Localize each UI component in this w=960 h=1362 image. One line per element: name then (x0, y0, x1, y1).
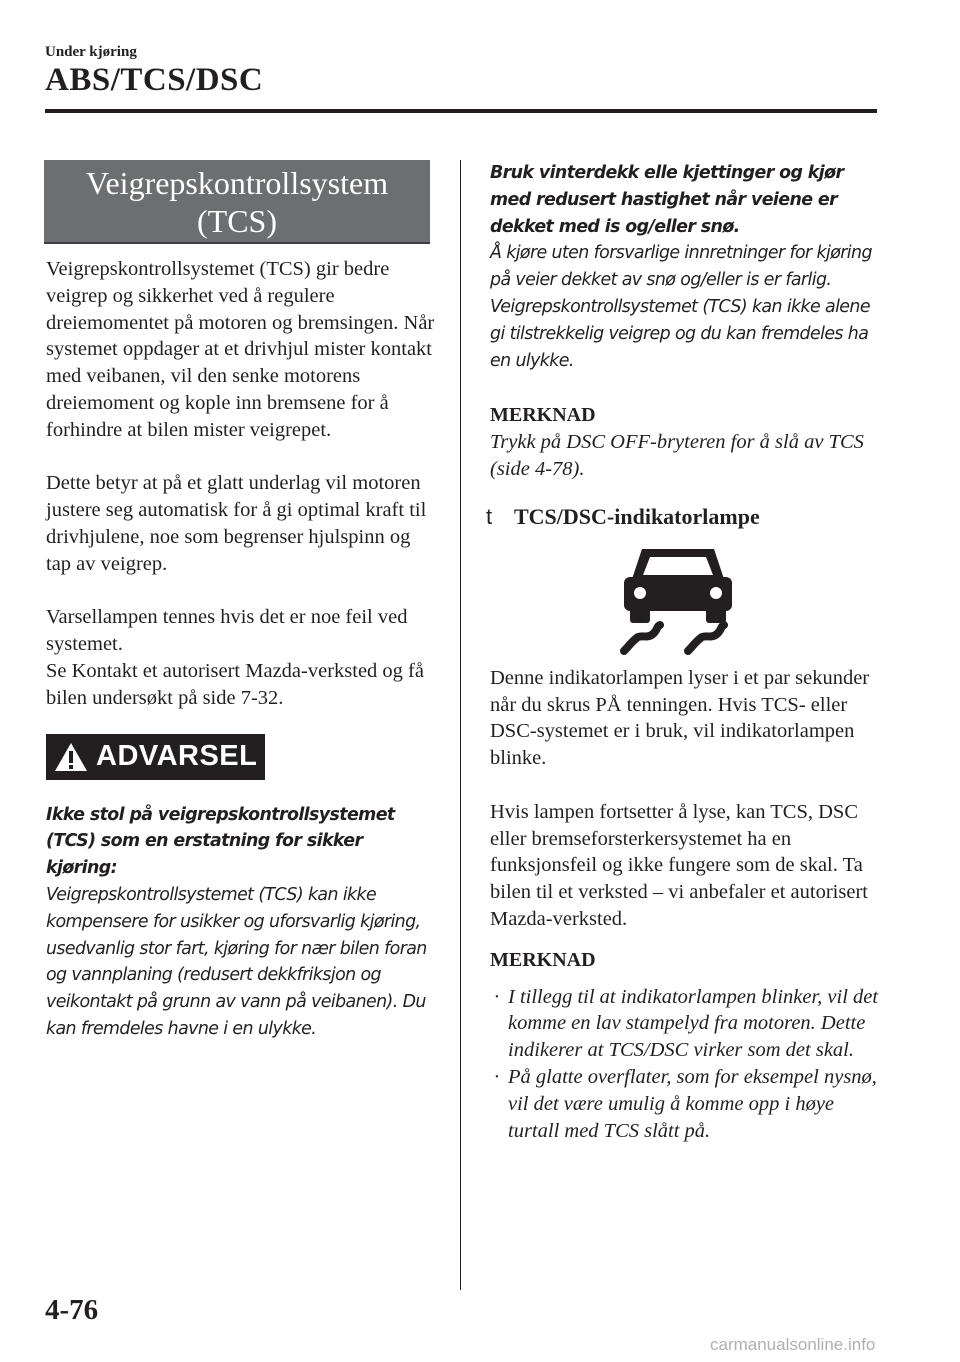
note-2-list (490, 984, 880, 1145)
note-1-title: MERKNAD (490, 404, 596, 427)
paragraph-1: Veigrepskontrollsystemet (TCS) gir bedre veigrep og sikkerhet ved å regulere dreiemomentet på motoren og bremsingen. Når systemet oppdager at et drivhjul mister kontakt med veibanen, vil den senke motorens dreiemoment og kople inn bremsene for å forhindre at bilen mister veigrepet. (46, 258, 435, 441)
page-title: ABS/TCS/DSC (45, 62, 264, 98)
right-column (486, 160, 890, 1144)
left-warning-text: Veigrepskontrollsystemet (TCS) kan ikke kompensere for usikker og uforsvarlig kjøring, usedvanlig stor fart, kjøring for nær bilen foran og vannplaning (redusert dekkfriksjon og veikontakt på grunn av vann på veibanen). Du kan fremdeles havne i en ulykke. (46, 884, 427, 1039)
header-rule (45, 109, 877, 113)
tcs-description (46, 256, 436, 712)
section-label: Under kjøring (45, 44, 137, 60)
bullet-dot: · (494, 985, 500, 1008)
watermark: carmanualsonline.info (710, 1335, 876, 1354)
indicator-paragraph-1: Denne indikatorlampen lyser i et par sekunder når du skrus PÅ tenningen. Hvis TCS- eller DSC-systemet er i bruk, vil indikatorlampen blinke. (490, 666, 870, 770)
paragraph-3b: Se Kontakt et autorisert Mazda-verksted og få bilen undersøkt på side 7-32. (46, 659, 424, 709)
note-2-title: MERKNAD (490, 948, 596, 971)
tcs-indicator-icon (618, 543, 890, 655)
banner-line-1: Veigrepskontrollsystem (85, 165, 389, 201)
warning-triangle-icon (54, 742, 88, 772)
section-banner (44, 160, 430, 244)
right-warning (490, 160, 882, 374)
left-column (46, 160, 436, 1043)
list-item (490, 1064, 880, 1144)
indicator-heading (488, 503, 890, 531)
column-divider (460, 160, 461, 1290)
list-item (490, 984, 880, 1064)
left-warning (46, 802, 436, 1043)
paragraph-2: Dette betyr at på et glatt underlag vil motoren justere seg automatisk for å gi optimal kraft til drivhjulene, noe som begrenser hjulspinn og tap av veigrep. (46, 472, 427, 575)
right-warning-text: Å kjøre uten forsvarlige innretninger for kjøring på veier dekket av snø og/eller is er farlig. Veigrepskontrollsystemet (TCS) kan ikke alene gi tilstrekkelig veigrep og du kan fremdeles ha en ulykke. (490, 243, 872, 371)
right-warning-bold: Bruk vinterdekk elle kjettinger og kjør med redusert hastighet når veiene er dekket med is og/eller snø. (490, 163, 844, 237)
banner-line-2: (TCS) (197, 203, 277, 239)
note-2 (490, 947, 890, 1145)
list-item-text: På glatte overflater, som for eksempel nysnø, vil det være umulig å komme opp i høye turtall med TCS slått på. (508, 1065, 877, 1142)
skidding-car-icon (618, 543, 738, 655)
indicator-paragraph-2: Hvis lampen fortsetter å lyse, kan TCS, DSC eller bremseforsterkersystemet ha en funksjonsfeil og ikke fungere som de skal. Ta bilen til et verksted – vi anbefaler et autorisert Mazda-verksted. (490, 800, 868, 930)
warning-label (46, 734, 265, 780)
paragraph-3a: Varsellampen tennes hvis det er noe feil ved systemet. (46, 606, 408, 656)
note-1 (490, 402, 890, 482)
note-1-text: Trykk på DSC OFF-bryteren for å slå av TCS (side 4-78). (490, 431, 864, 480)
warning-label-text: ADVARSEL (96, 740, 258, 773)
page-number: 4-76 (45, 1294, 99, 1326)
left-warning-bold: Ikke stol på veigrepskontrollsystemet (TCS) som en erstatning for sikker kjøring: (46, 804, 395, 879)
section-marker: t (486, 503, 493, 529)
indicator-heading-text: TCS/DSC-indikatorlampe (514, 503, 760, 529)
list-item-text: I tillegg til at indikatorlampen blinker, vil det komme en lav stampelyd fra motoren. Dette indikerer at TCS/DSC virker som det skal. (508, 985, 879, 1062)
bullet-dot: · (494, 1065, 500, 1088)
indicator-description (490, 665, 890, 933)
